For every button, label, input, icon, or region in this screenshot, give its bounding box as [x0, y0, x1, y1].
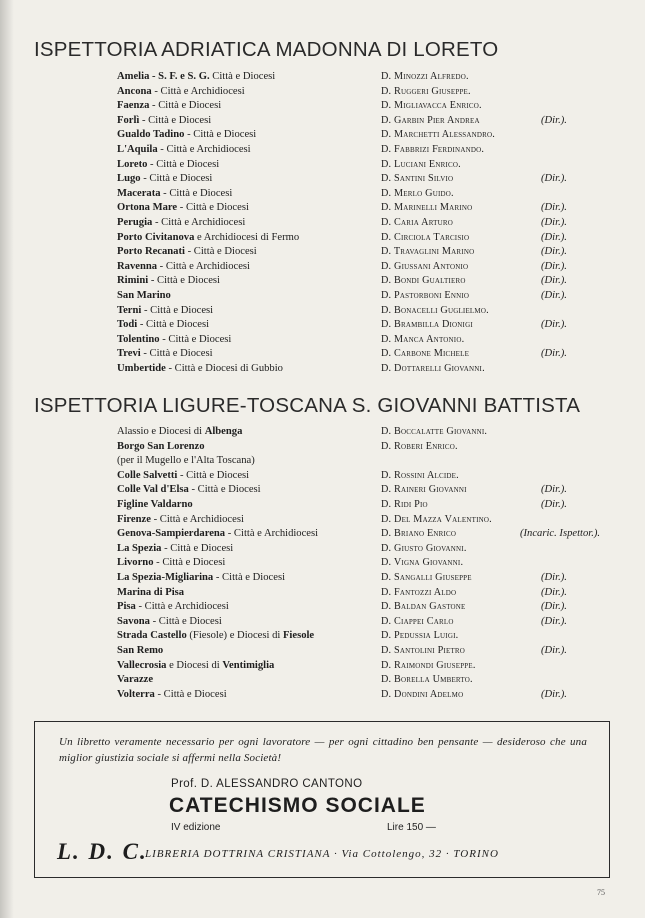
location-name: [117, 245, 257, 260]
location-detail: - Città e Diocesi: [184, 129, 257, 141]
director-name: D. Fantozzi Aldo: [381, 586, 457, 598]
director-name: D. Luciani Enrico.: [381, 158, 461, 170]
director-name: D. Del Mazza Valentino.: [381, 513, 492, 525]
location-bold: Colle Val d'Elsa: [117, 484, 189, 496]
location-bold: Ortona Mare: [117, 202, 178, 214]
advert-author: Prof. D. ALESSANDRO CANTONO: [171, 778, 363, 790]
list-item: [0, 659, 645, 674]
director-name: D. Marchetti Alessandro.: [381, 129, 496, 141]
location-name: [117, 158, 219, 173]
location-bold: Vallecrosia: [117, 659, 167, 671]
director-role: (Dir.).: [541, 246, 567, 258]
location-bold: Livorno: [117, 557, 154, 569]
director-name: D. Bondi Gualtiero: [381, 275, 466, 287]
advert-price: Lire 150 —: [387, 822, 436, 833]
list-item: [0, 85, 645, 100]
location-name: [117, 469, 249, 484]
list-item: [0, 201, 645, 216]
list-item: [0, 304, 645, 319]
location-bold: Firenze: [117, 513, 151, 525]
list-item: [0, 513, 645, 528]
director-name: D. Santolini Pietro: [381, 644, 466, 656]
director-name: D. Santini Silvio: [381, 173, 454, 185]
location-bold: Lugo: [117, 173, 141, 185]
section-title-ligure-toscana: ISPETTORIA LIGURE-TOSCANA S. GIOVANNI BATTISTA: [34, 394, 581, 417]
list-item: [0, 362, 645, 377]
location-name: [117, 673, 153, 688]
list-item: [0, 231, 645, 246]
director-role: (Dir.).: [541, 114, 567, 126]
location-bold-secondary: Ventimiglia: [222, 659, 275, 671]
location-detail: - Città e Diocesi: [149, 615, 222, 627]
location-name: [117, 629, 314, 644]
location-detail: - Città e Diocesi: [161, 542, 234, 554]
section-title-adriatica: ISPETTORIA ADRIATICA MADONNA DI LORETO: [34, 38, 499, 61]
list-item: [0, 454, 645, 469]
location-bold: Varazze: [117, 674, 154, 686]
director-name: D. Brambilla Dionigi: [381, 319, 473, 331]
location-name: [117, 85, 245, 100]
director-name: D. Vigna Giovanni.: [381, 557, 464, 569]
location-name: [117, 483, 261, 498]
section-adriatica-list: [0, 70, 645, 376]
director-role: (Dir.).: [541, 498, 567, 510]
location-name: [117, 527, 318, 542]
list-item: [0, 158, 645, 173]
location-name: [117, 201, 249, 216]
list-item: [0, 556, 645, 571]
location-detail: - Città e Diocesi: [137, 319, 210, 331]
director-role: (Dir.).: [541, 319, 567, 331]
director-name: D. Manca Antonio.: [381, 333, 465, 345]
location-name: [117, 688, 227, 703]
director-role: (Dir.).: [541, 216, 567, 228]
location-detail: - Città e Diocesi: [159, 333, 232, 345]
location-detail: - Città e Diocesi: [160, 187, 233, 199]
director-name: D. Carbone Michele: [381, 348, 470, 360]
location-detail: - Città e Diocesi: [147, 158, 220, 170]
location-detail: - Città e Archidiocesi: [152, 216, 246, 228]
location-detail: - Città e Diocesi: [140, 173, 213, 185]
location-name: [117, 70, 275, 85]
director-name: D. Migliavacca Enrico.: [381, 100, 482, 112]
director-name: D. Briano Enrico: [381, 528, 457, 540]
location-name: [117, 318, 209, 333]
list-item: [0, 128, 645, 143]
list-item: [0, 586, 645, 601]
list-item: [0, 425, 645, 440]
location-bold: Colle Salvetti: [117, 469, 178, 481]
director-role: (Dir.).: [541, 644, 567, 656]
director-role: (Dir.).: [541, 173, 567, 185]
location-name: [117, 143, 251, 158]
location-detail: - Città e Archidiocesi: [150, 513, 244, 525]
location-name: [117, 362, 283, 377]
location-detail: - Città e Diocesi: [177, 469, 250, 481]
list-item: [0, 629, 645, 644]
location-detail: e Diocesi di: [166, 659, 223, 671]
director-role: (Dir.).: [541, 348, 567, 360]
director-name: D. Circiola Tarcisio: [381, 231, 470, 243]
director-name: D. Ridi Pio: [381, 498, 428, 510]
director-role: (Dir.).: [541, 260, 567, 272]
director-name: D. Fabbrizi Ferdinando.: [381, 143, 485, 155]
location-detail: - Città e Archidiocesi: [151, 85, 245, 97]
location-detail: Alassio e Diocesi di: [117, 426, 205, 437]
director-role: (Dir.).: [541, 601, 567, 613]
location-name: [117, 440, 205, 455]
director-name: D. Pedussia Luigi.: [381, 630, 459, 642]
location-bold: Trevi: [117, 348, 141, 360]
location-bold: Gualdo Tadino: [117, 129, 185, 141]
director-role: (Dir.).: [541, 202, 567, 214]
location-bold: Strada Castello: [117, 630, 187, 642]
location-bold: Macerata: [117, 187, 161, 199]
list-item: [0, 673, 645, 688]
director-name: D. Boccalatte Giovanni.: [381, 426, 488, 437]
location-name: [117, 659, 274, 674]
location-name: [117, 556, 225, 571]
location-detail: - Città e Diocesi: [153, 557, 226, 569]
location-bold: L'Aquila: [117, 143, 158, 155]
location-name: [117, 260, 250, 275]
list-item: [0, 143, 645, 158]
location-name: [117, 187, 232, 202]
location-detail: - Città e Archidiocesi: [225, 528, 319, 540]
advert-edition: IV edizione: [171, 822, 221, 833]
location-name: [117, 615, 222, 630]
location-bold: Forlì: [117, 114, 140, 126]
director-name: D. Rossini Alcide.: [381, 469, 459, 481]
list-item: [0, 260, 645, 275]
list-item: [0, 440, 645, 455]
advert-blurb: Un libretto veramente necessario per ogni lavoratore — per ogni cittadino ben pensante — desideroso che una miglior giustizia sociale si affermi nella Società!: [59, 736, 587, 764]
director-name: D. Raimondi Giuseppe.: [381, 659, 476, 671]
list-item: [0, 216, 645, 231]
location-bold: Ancona: [117, 85, 152, 97]
list-item: [0, 289, 645, 304]
location-bold: Tolentino: [117, 333, 160, 345]
location-detail: (per il Mugello e l'Alta Toscana): [117, 455, 255, 467]
location-name: [117, 304, 213, 319]
director-name: D. Dondini Adelmo: [381, 688, 464, 700]
director-name: D. Garbin Pier Andrea: [381, 114, 480, 126]
list-item: [0, 469, 645, 484]
location-bold: Perugia: [117, 216, 153, 228]
location-name: [117, 172, 212, 187]
director-name: D. Borella Umberto.: [381, 674, 473, 686]
director-name: D. Caria Arturo: [381, 216, 454, 228]
advert-book-title: CATECHISMO SOCIALE: [169, 794, 426, 817]
director-name: D. Minozzi Alfredo.: [381, 71, 469, 82]
location-name: [117, 425, 242, 440]
director-name: D. Marinelli Marino: [381, 202, 473, 214]
director-role: (Dir.).: [541, 615, 567, 627]
location-name: [117, 128, 256, 143]
list-item: [0, 483, 645, 498]
list-item: [0, 187, 645, 202]
location-bold-secondary: Fiesole: [282, 630, 315, 642]
location-name: [117, 513, 244, 528]
location-name: [117, 498, 193, 513]
location-bold: Terni: [117, 304, 142, 316]
list-item: [0, 600, 645, 615]
list-item: [0, 99, 645, 114]
list-item: [0, 318, 645, 333]
page-number: 75: [597, 888, 605, 897]
location-bold: Faenza: [117, 100, 150, 112]
location-bold: Marina di Pisa: [117, 586, 185, 598]
list-item: [0, 172, 645, 187]
location-name: [117, 586, 184, 601]
director-name: D. Roberi Enrico.: [381, 440, 458, 452]
location-name: [117, 454, 255, 469]
location-bold: Umbertide: [117, 362, 166, 374]
location-detail: - Città e Archidiocesi: [157, 260, 250, 272]
publisher-logo: L. D. C.: [57, 839, 148, 864]
location-detail: Città e Diocesi: [209, 71, 276, 82]
location-name: [117, 571, 285, 586]
location-detail: e Archidiocesi di Fermo: [194, 231, 300, 243]
location-bold: Porto Civitanova: [117, 231, 195, 243]
location-detail: - Città e Diocesi: [213, 571, 286, 583]
location-bold: Pisa: [117, 601, 136, 613]
advertisement-box: [34, 721, 610, 878]
location-name: [117, 542, 233, 557]
director-role: (Dir.).: [541, 484, 567, 496]
location-bold: Amelia - S. F. e S. G.: [117, 71, 210, 82]
director-name: D. Bonacelli Guglielmo.: [381, 304, 489, 316]
location-bold: Genova-Sampierdarena: [117, 528, 226, 540]
location-bold: Loreto: [117, 158, 148, 170]
director-name: D. Baldan Gastone: [381, 601, 466, 613]
director-name: D. Giussani Antonio: [381, 260, 469, 272]
director-role: (Dir.).: [541, 586, 567, 598]
location-name: [117, 333, 231, 348]
location-name: [117, 274, 220, 289]
location-detail: - Città e Diocesi: [149, 100, 222, 112]
location-bold: Volterra: [117, 688, 155, 700]
director-name: D. Raineri Giovanni: [381, 484, 467, 496]
location-detail: - Città e Diocesi: [188, 484, 261, 496]
location-detail: - Città e Archidiocesi: [157, 143, 251, 155]
location-name: [117, 231, 299, 246]
director-name: D. Travaglini Marino: [381, 246, 475, 258]
location-detail: - Città e Archidiocesi: [135, 601, 229, 613]
publisher-line: LIBRERIA DOTTRINA CRISTIANA · Via Cottolengo, 32 · TORINO: [145, 848, 499, 860]
list-item: [0, 644, 645, 659]
location-detail: - Città e Diocesi: [184, 246, 257, 258]
list-item: [0, 347, 645, 362]
location-bold: San Marino: [117, 289, 171, 301]
list-item: [0, 274, 645, 289]
list-item: [0, 245, 645, 260]
location-bold: San Remo: [117, 644, 164, 656]
location-bold: Todi: [117, 319, 138, 331]
location-detail: - Città e Diocesi: [139, 114, 212, 126]
director-name: D. Pastorboni Ennio: [381, 289, 470, 301]
location-bold: La Spezia: [117, 542, 162, 554]
director-role: (Dir.).: [541, 688, 567, 700]
list-item: [0, 333, 645, 348]
location-bold: Ravenna: [117, 260, 158, 272]
director-name: D. Ciappei Carlo: [381, 615, 454, 627]
section-ligure-toscana-list: [0, 425, 645, 702]
director-name: D. Dottarelli Giovanni.: [381, 362, 485, 374]
list-item: [0, 688, 645, 703]
location-name: [117, 289, 171, 304]
list-item: [0, 70, 645, 85]
location-detail: - Città e Diocesi: [141, 304, 214, 316]
location-detail: - Città e Diocesi di Gubbio: [165, 362, 283, 374]
location-bold: Figline Valdarno: [117, 498, 193, 510]
location-name: [117, 114, 211, 129]
location-detail: - Città e Diocesi: [177, 202, 249, 214]
location-name: [117, 644, 163, 659]
director-name: D. Merlo Guido.: [381, 187, 454, 199]
director-role: (Dir.).: [541, 275, 567, 287]
director-role: (Dir.).: [541, 571, 567, 583]
list-item: [0, 498, 645, 513]
list-item: [0, 527, 645, 542]
list-item: [0, 571, 645, 586]
location-detail: (Fiesole) e Diocesi di: [186, 630, 283, 642]
location-bold: Borgo San Lorenzo: [117, 440, 205, 452]
location-bold: La Spezia-Migliarina: [117, 571, 214, 583]
location-name: [117, 600, 229, 615]
location-bold: Rimini: [117, 275, 149, 287]
director-role: (Dir.).: [541, 289, 567, 301]
location-name: [117, 216, 245, 231]
location-bold: Savona: [117, 615, 150, 627]
director-name: D. Sangalli Giuseppe: [381, 571, 472, 583]
director-name: D. Ruggeri Giuseppe.: [381, 85, 471, 97]
list-item: [0, 114, 645, 129]
location-detail: - Città e Diocesi: [154, 688, 227, 700]
location-bold: Porto Recanati: [117, 246, 185, 258]
location-name: [117, 347, 213, 362]
director-name: D. Giusto Giovanni.: [381, 542, 467, 554]
location-detail: - Città e Diocesi: [140, 348, 213, 360]
director-role: (Dir.).: [541, 231, 567, 243]
director-role: (Incaric. Ispettor.).: [520, 528, 601, 540]
list-item: [0, 542, 645, 557]
location-bold-secondary: Albenga: [204, 426, 243, 437]
location-name: [117, 99, 221, 114]
location-detail: - Città e Diocesi: [148, 275, 220, 287]
list-item: [0, 615, 645, 630]
